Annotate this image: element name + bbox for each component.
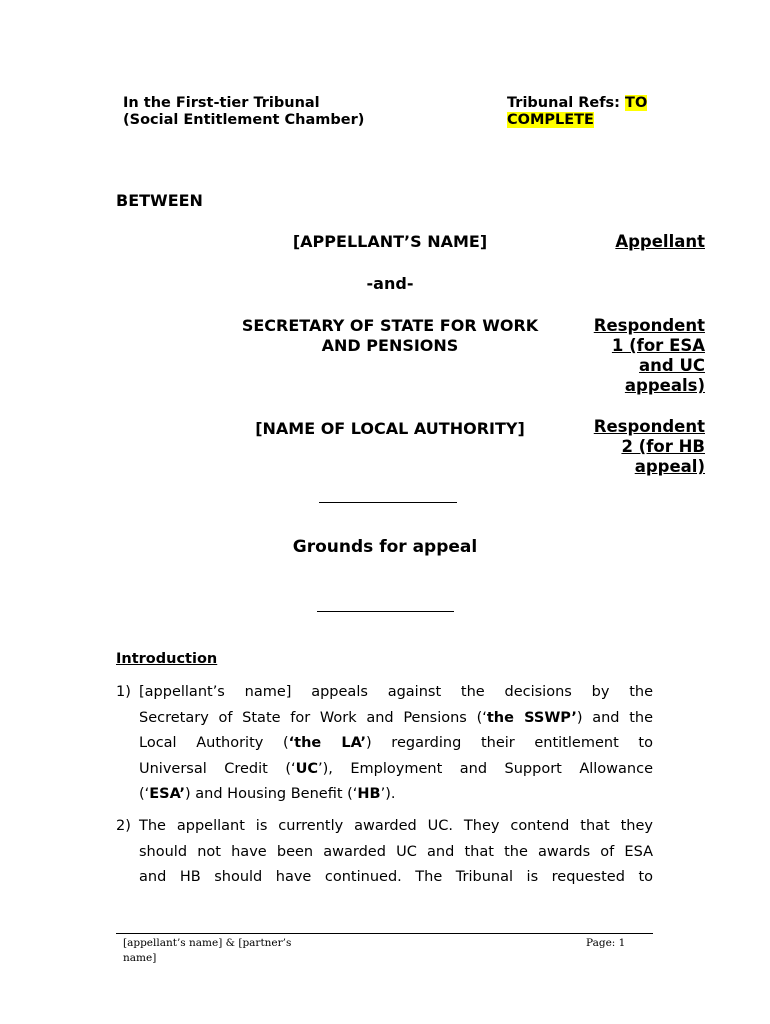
footer-page-number: Page: 1 (586, 937, 626, 949)
appellant-role: Appellant (615, 232, 705, 251)
paragraph-1-number: 1) (116, 684, 131, 700)
paragraph-2-line: should not have been awarded UC and that the awards of ESA (139, 843, 653, 860)
and-separator: -and- (366, 274, 414, 293)
respondent1-role-line3: and UC (639, 356, 705, 375)
respondent1-role-line2: 1 (for ESA (611, 336, 705, 355)
section-heading-introduction: Introduction (116, 651, 218, 667)
respondent1-name-line2: AND PENSIONS (321, 336, 459, 355)
between-heading: BETWEEN (116, 191, 203, 210)
respondent2-role-line1: Respondent (593, 417, 705, 436)
respondent1-role-line1: Respondent (593, 316, 705, 335)
document-title: Grounds for appeal (292, 537, 478, 557)
footer-left-line1: [appellant’s name] & [partner’s (123, 937, 292, 949)
paragraph-2-line: and HB should have continued. The Tribunal is requested to (139, 869, 653, 885)
divider-top (319, 502, 457, 503)
paragraph-2-line: The appellant is currently awarded UC. They contend that they (139, 818, 653, 834)
paragraph-2-number: 2) (116, 818, 131, 834)
respondent1-name (210, 316, 570, 356)
respondent2-role (594, 417, 705, 477)
tribunal-name-line2: (Social Entitlement Chamber) (123, 112, 365, 128)
tribunal-name (123, 95, 364, 129)
respondent1-name-line1: SECRETARY OF STATE FOR WORK (241, 316, 539, 335)
tribunal-refs (507, 95, 647, 129)
respondent1-role-line4: appeals) (624, 376, 705, 395)
paragraph-2 (116, 814, 656, 892)
respondent2-role-line3: appeal) (634, 457, 705, 476)
tribunal-refs-value-2: COMPLETE (507, 112, 594, 128)
tribunal-name-line1: In the First-tier Tribunal (123, 95, 320, 111)
footer-divider (116, 933, 653, 934)
paragraph-2-text (139, 814, 653, 891)
footer-left-line2: name] (123, 952, 157, 964)
respondent1-role (594, 316, 705, 396)
respondent2-name: [NAME OF LOCAL AUTHORITY] (255, 419, 525, 438)
respondent2-role-line2: 2 (for HB (621, 437, 705, 456)
appellant-name: [APPELLANT’S NAME] (292, 232, 488, 251)
paragraph-1-text: [appellant’s name] appeals against the decisions by the Secretary of State for Work and Pensions (‘the SSWP’) and the Local Authority (‘the LA’) regarding their entitlement to Universal Credit (‘UC’), Employment and Support Allowance (‘ESA’) and Housing Benefit (‘HB’). (139, 684, 654, 802)
tribunal-refs-value-1: TO (625, 95, 648, 111)
paragraph-1 (116, 680, 656, 808)
tribunal-refs-label: Tribunal Refs: (507, 95, 626, 111)
footer-left (123, 936, 291, 966)
divider-bottom (317, 611, 454, 612)
